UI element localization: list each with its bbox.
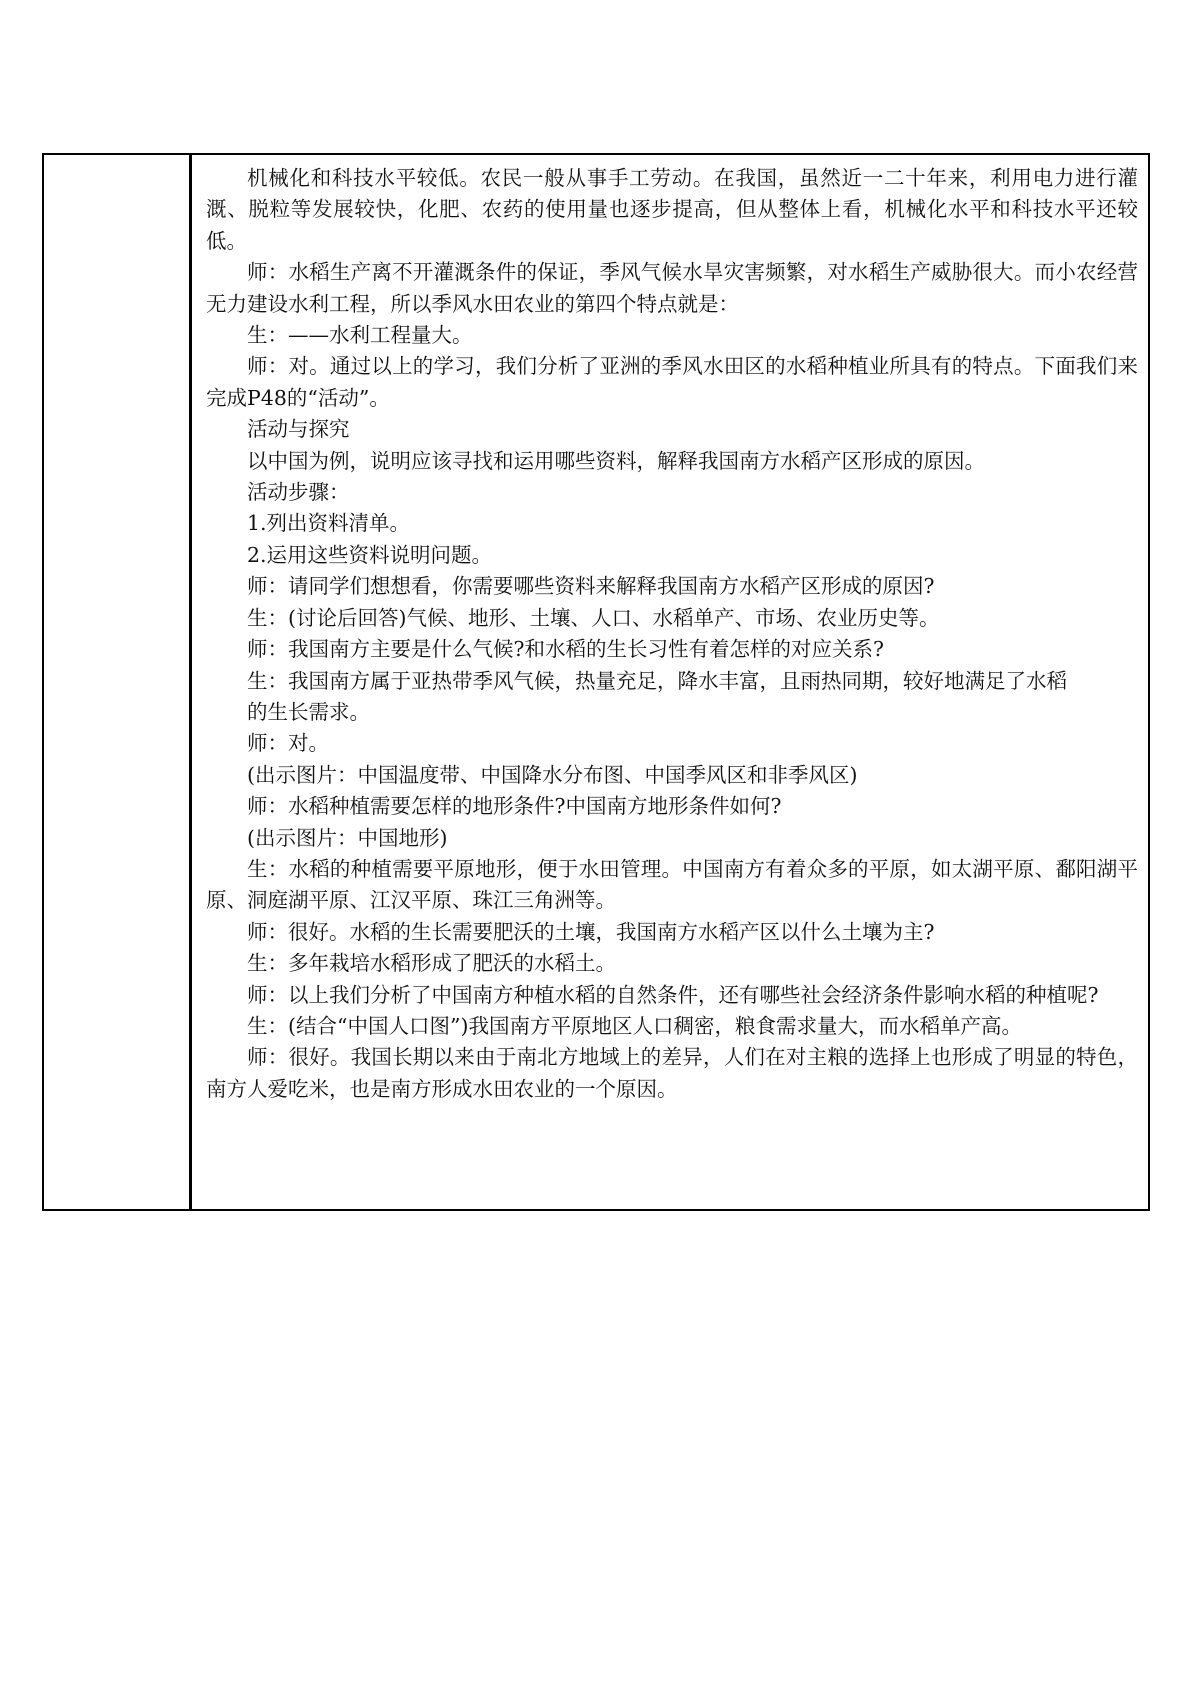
- paragraph: 生：我国南方属于亚热带季风气候，热量充足，降水丰富，且雨热同期，较好地满足了水稻: [247, 668, 1067, 693]
- paragraph: 生：(讨论后回答)气候、地形、土壤、人口、水稻单产、市场、农业历史等。: [247, 605, 940, 630]
- paragraph: 师：水稻生产离不开灌溉条件的保证，季风气候水旱灾害频繁，对水稻生产威胁很大。而小农经营无力建设水利工程，所以季风水田农业的第四个特点就是：: [206, 260, 1138, 316]
- paragraph: 生：水稻的种植需要平原地形，便于水田管理。中国南方有着众多的平原，如太湖平原、鄱阳湖平原、洞庭湖平原、江汉平原、珠江三角洲等。: [206, 856, 1138, 913]
- paragraph: (出示图片：中国温度带、中国降水分布图、中国季风区和非季风区): [247, 762, 858, 787]
- section-heading: 活动与探究: [247, 417, 350, 442]
- list-item: 2.运用这些资料说明问题。: [247, 542, 493, 567]
- paragraph: 生：——水利工程量大。: [247, 323, 473, 348]
- paragraph: 机械化和科技水平较低。农民一般从事手工劳动。在我国，虽然近一二十年来，利用电力进行灌溉、脱粒等发展较快，化肥、农药的使用量也逐步提高，但从整体上看，机械化水平和科技水平还较低。: [206, 166, 1138, 253]
- table-left-cell: [44, 155, 192, 1209]
- lesson-table: [42, 153, 1150, 1211]
- paragraph: (出示图片：中国地形): [247, 825, 448, 850]
- list-item: 1.列出资料清单。: [247, 511, 411, 536]
- paragraph: 活动步骤：: [247, 480, 350, 505]
- paragraph: 师：对。通过以上的学习，我们分析了亚洲的季风水田区的水稻种植业所具有的特点。下面我们来完成P48的“活动”。: [206, 354, 1138, 410]
- paragraph: 师：请同学们想想看，你需要哪些资料来解释我国南方水稻产区形成的原因?: [247, 574, 935, 599]
- paragraph: 师：以上我们分析了中国南方种植水稻的自然条件，还有哪些社会经济条件影响水稻的种植呢?: [247, 982, 1099, 1007]
- paragraph: 师：很好。我国长期以来由于南北方地域上的差异，人们在对主粮的选择上也形成了明显的特色，南方人爱吃米，也是南方形成水田农业的一个原因。: [206, 1045, 1138, 1101]
- paragraph: 生：多年栽培水稻形成了肥沃的水稻土。: [247, 951, 616, 976]
- paragraph: 师：我国南方主要是什么气候?和水稻的生长习性有着怎样的对应关系?: [247, 637, 884, 662]
- paragraph: 以中国为例，说明应该寻找和运用哪些资料，解释我国南方水稻产区形成的原因。: [247, 448, 985, 473]
- table-content-cell: [192, 155, 1148, 1209]
- paragraph: 生：(结合“中国人口图”)我国南方平原地区人口稠密，粮食需求量大，而水稻单产高。: [247, 1013, 1022, 1038]
- paragraph: 的生长需求。: [247, 699, 370, 724]
- paragraph: 师：很好。水稻的生长需要肥沃的土壤，我国南方水稻产区以什么土壤为主?: [247, 919, 935, 944]
- paragraph: 师：对。: [247, 731, 329, 756]
- paragraph: 师：水稻种植需要怎样的地形条件?中国南方地形条件如何?: [247, 794, 782, 819]
